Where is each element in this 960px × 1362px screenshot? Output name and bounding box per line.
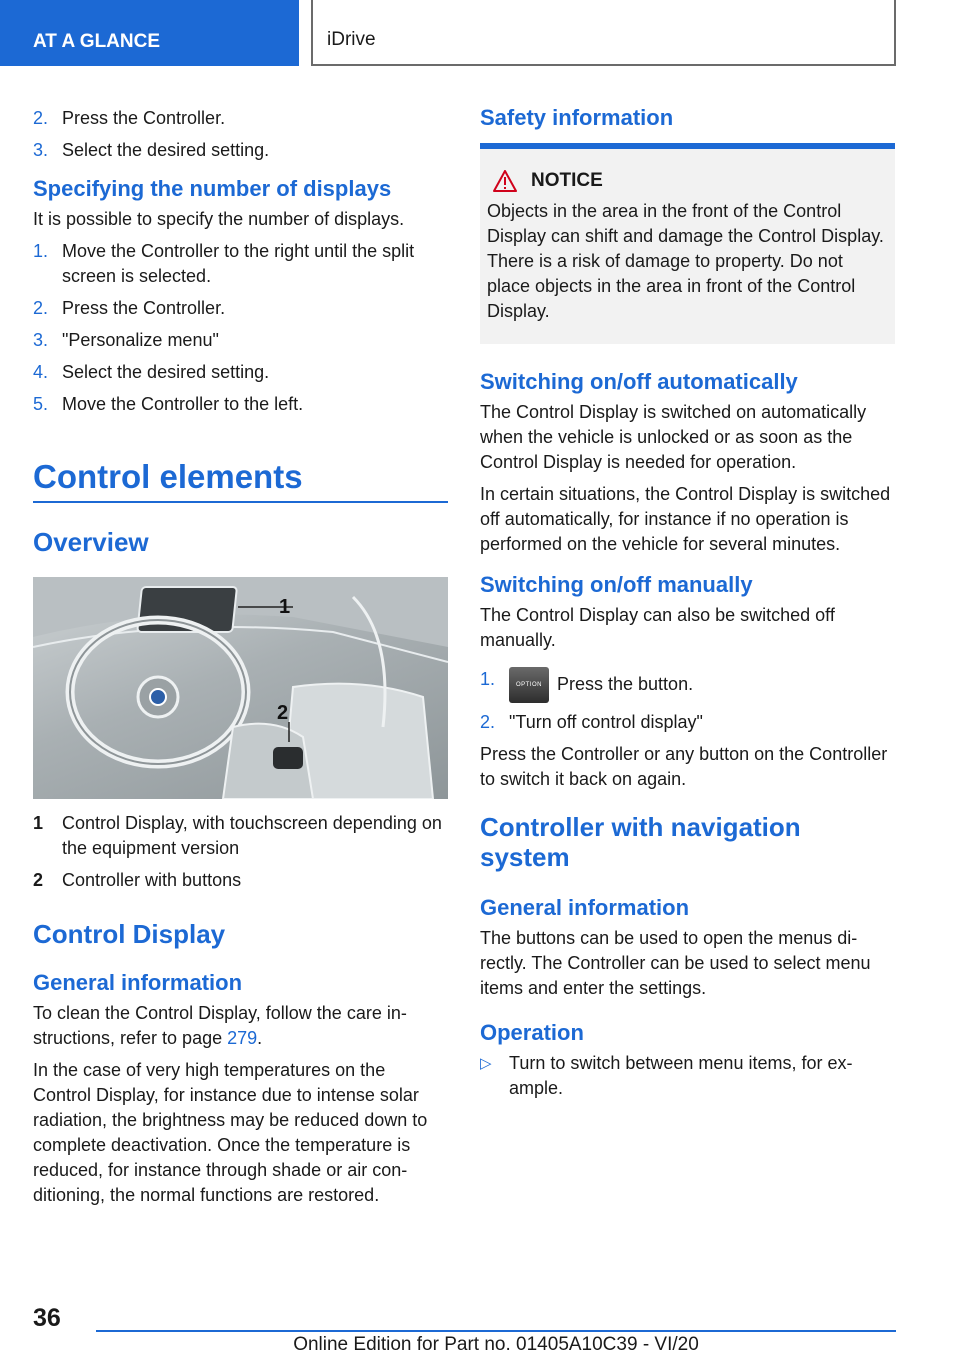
general-info-heading: General information: [33, 970, 243, 995]
notice-title: NOTICE: [531, 170, 603, 191]
page-number: 36: [33, 1304, 61, 1332]
operation-heading: Operation: [480, 1020, 584, 1045]
list-item: 2. Press the Controller.: [33, 108, 226, 128]
clean-text: To clean the Control Display, follow the care instructions, refer to page 279.: [33, 1003, 407, 1048]
nav-general-heading: General information: [480, 895, 690, 920]
section-tab: AT A GLANCE: [0, 0, 299, 66]
page-link[interactable]: 279: [227, 1028, 258, 1048]
cockpit-illustration: [33, 577, 448, 799]
page-footer: [0, 1296, 960, 1362]
option-button-icon: OPTION: [509, 667, 549, 703]
chapter-tab: iDrive: [311, 0, 896, 66]
list-item: ▷ Turn to switch between menu items, for example.: [480, 1053, 853, 1098]
displays-intro: It is possible to specify the number of displays.: [33, 209, 405, 229]
left-column: [33, 96, 448, 1215]
warning-icon: [493, 170, 517, 192]
figure-label-1: 1: [279, 596, 291, 618]
temperature-text: In the case of very high temperatures on the Control Display, for instance due to intense solar radiation, the brightness may be reduced down to complete deactivation. Once the temperature is reduced, for instance through shade or air conditioning, the normal functions are restored.: [33, 1060, 428, 1205]
cockpit-drawing: [33, 577, 448, 799]
nav-heading: Controller with navigation system: [480, 812, 801, 872]
footer-rule: [96, 1330, 896, 1332]
notice-text: Objects in the area in the front of the Control Display can shift and damage the Control Display. There is a risk of damage to property. Do not place objects in the area in front of the Control Display.: [487, 201, 884, 321]
list-item: 3. "Personalize menu": [33, 330, 219, 350]
manual-after: Press the Controller or any button on the Controller to switch it back on again.: [480, 744, 888, 789]
steps-top: [33, 106, 448, 163]
safety-heading: Safety information: [480, 105, 674, 130]
triangle-bullet-icon: ▷: [480, 1055, 492, 1072]
legend-row: 2 Controller with buttons: [33, 870, 242, 890]
auto-text-1: The Control Display is switched on automatically when the vehicle is unlocked or as soon as the Control Display is needed for operation.: [480, 402, 867, 472]
displays-heading: Specifying the number of displays: [33, 176, 392, 201]
auto-text-2: In certain situations, the Control Display is switched off automatically, for instance if no operation is performed on the vehicle for several minutes.: [480, 484, 891, 554]
chapter-heading: Control elements: [33, 458, 303, 495]
list-item: 1. Move the Controller to the right until the split screen is selected.: [33, 241, 415, 286]
right-column: [480, 96, 895, 1108]
manual-steps: [480, 667, 895, 735]
legend-row: 1 Control Display, with touchscreen depending on the equipment version: [33, 813, 442, 858]
notice-box: [480, 149, 895, 344]
figure-legend: [33, 811, 448, 893]
list-item: 2. "Turn off control display": [480, 712, 703, 732]
manual-text: The Control Display can also be switched off manually.: [480, 605, 835, 650]
manual-heading: Switching on/off manually: [480, 572, 753, 597]
list-item: 1. OPTION Press the button.: [480, 667, 895, 703]
overview-heading: Overview: [33, 527, 149, 557]
page-header: [0, 0, 960, 66]
control-display-heading: Control Display: [33, 919, 226, 949]
nav-general-text: The buttons can be used to open the menus directly. The Controller can be used to select menu items and enter the settings.: [480, 928, 871, 998]
chapter-rule: [33, 501, 448, 503]
displays-steps: [33, 239, 448, 417]
list-item: 2. Press the Controller.: [33, 298, 226, 318]
auto-heading: Switching on/off automatically: [480, 369, 798, 394]
list-item: 4. Select the desired setting.: [33, 362, 270, 382]
notice-header: [487, 169, 887, 193]
figure-label-2: 2: [277, 702, 289, 724]
list-item: 3. Select the desired setting.: [33, 140, 270, 160]
edition-text: Online Edition for Part no. 01405A10C39 - VI/20: [293, 1334, 699, 1355]
operation-bullets: [480, 1051, 895, 1101]
list-item: 5. Move the Controller to the left.: [33, 394, 304, 414]
